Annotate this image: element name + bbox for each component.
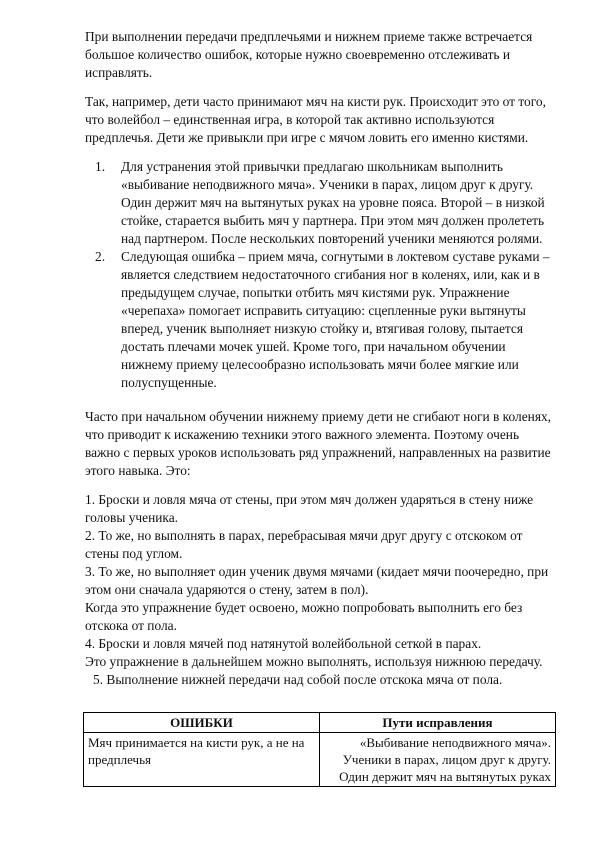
errors-table [83, 712, 556, 787]
list-item-text: Следующая ошибка – прием мяча, согнутыми в локтевом суставе руками – является следствием недостаточного сгибания ног в коленях, или, как и в предыдущем случае, попытки отбить мяч кистями рук. Упражнение «черепаха» помогает исправить ситуацию: сцепленные руки вытянуты вперед, ученик выполняет низкую стойку и, втягивая голову, пытается достать плечами мочек ушей. Кроме того, при начальном обучении нижнему приему целесообразно использовать мячи более мягкие или полуспущенные. [121, 249, 550, 390]
list-item-number: 1. [95, 159, 106, 174]
list-item [85, 248, 555, 392]
table-cell-line: «Выбивание неподвижного мяча». [359, 735, 551, 750]
exercise-item: 3. То же, но выполняет один ученик двумя мячами (кидает мячи поочередно, при этом они сначала ударяются о стену, затем в пол). [85, 564, 549, 597]
table-cell-line: Ученики в парах, лицом друг к другу. [342, 752, 551, 767]
table-cell-fix [320, 733, 556, 787]
table-cell-line: Один держит мяч на вытянутых руках [339, 769, 551, 784]
exercise-item: 5. Выполнение нижней передачи над собой после отскока мяча от пола. [93, 672, 503, 687]
example-paragraph: Так, например, дети часто принимают мяч на кисти рук. Происходит это от того, что волейбол – единственная игра, в которой так активно используются предплечья. Дети же привыкли при игре с мячом ловить его именно кистями. [85, 94, 546, 145]
numbered-list [85, 158, 555, 392]
exercise-item: 1. Броски и ловля мяча от стены, при этом мяч должен ударяться в стену ниже головы ученика. [85, 492, 534, 525]
exercise-list [85, 491, 555, 689]
table-cell-error: Мяч принимается на кисти рук, а не на предплечья [84, 733, 320, 787]
intro-paragraph: При выполнении передачи предплечьями и нижнем приеме также встречается большое количество ошибок, которые нужно своевременно отслеживать и исправлять. [85, 29, 533, 80]
knees-paragraph: Часто при начальном обучении нижнему приему дети не сгибают ноги в коленях, что приводит к искажению техники этого важного элемента. Поэтому очень важно с первых уроков использовать ряд упражнений, направленных на развитие этого навыка. Это: [85, 409, 552, 478]
list-item-text: Для устранения этой привычки предлагаю школьникам выполнить «выбивание неподвижного мяча». Ученики в парах, лицом друг к другу. Один держит мяч на вытянутых руках на уровне пояса. Второй – в низкой стойке, старается выбить мяч у партнера. При этом мяч должен пролететь над партнером. После нескольких повторений ученики меняются ролями. [121, 159, 545, 246]
table-row [84, 733, 556, 787]
exercise-note: Это упражнение в дальнейшем можно выполнять, используя нижнюю передачу. [85, 654, 543, 669]
exercise-item: 4. Броски и ловля мячей под натянутой волейбольной сеткой в парах. [85, 636, 482, 651]
list-item-number: 2. [95, 249, 106, 264]
list-item [85, 158, 555, 248]
exercise-item: 2. То же, но выполнять в парах, перебрасывая мячи друг другу с отскоком от стены под углом. [85, 528, 523, 561]
table-header-errors: ОШИБКИ [84, 713, 320, 733]
table-header-row [84, 713, 556, 733]
table-header-fixes: Пути исправления [320, 713, 556, 733]
exercise-note: Когда это упражнение будет освоено, можно попробовать выполнить его без отскока от пола. [85, 600, 523, 633]
